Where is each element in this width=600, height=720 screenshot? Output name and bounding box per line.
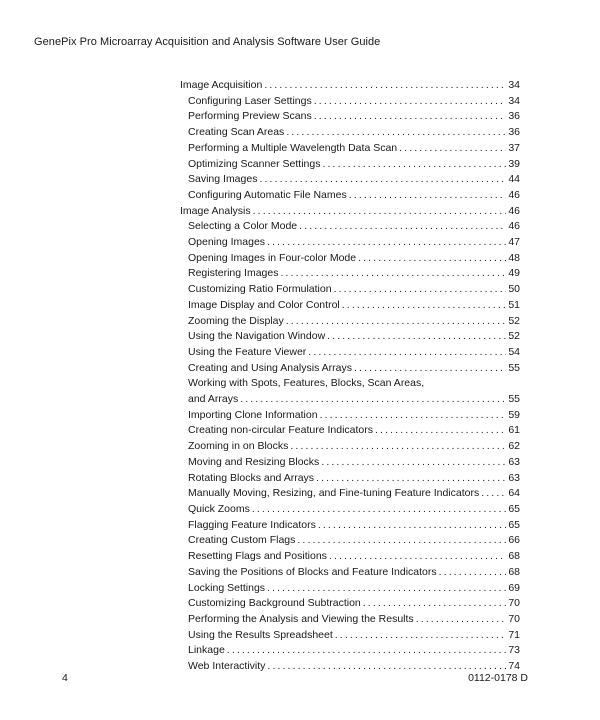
toc-entry — [180, 188, 520, 204]
toc-dot-leader — [286, 125, 506, 141]
toc-page-number: 46 — [508, 188, 520, 201]
toc-dot-leader — [267, 235, 506, 251]
toc-entry — [180, 533, 520, 549]
toc-dot-leader — [321, 455, 506, 471]
toc-dot-leader — [416, 612, 507, 628]
toc-page-number: 49 — [508, 267, 520, 280]
toc-dot-leader — [297, 533, 506, 549]
toc-section-entry — [180, 204, 520, 220]
toc-entry — [180, 408, 520, 424]
toc-entry — [180, 298, 520, 314]
toc-dot-leader — [439, 565, 507, 581]
toc-dot-leader — [358, 251, 506, 267]
toc-entry — [180, 157, 520, 173]
toc-dot-leader — [322, 157, 506, 173]
toc-entry — [180, 439, 520, 455]
document-id: 0112-0178 D — [468, 672, 528, 684]
toc-entry — [180, 376, 520, 392]
toc-entry-title: Rotating Blocks and Arrays — [188, 471, 315, 484]
toc-dot-leader — [314, 109, 507, 125]
toc-entry-title: Quick Zooms — [188, 502, 250, 515]
toc-entry — [180, 423, 520, 439]
toc-entry-title: Locking Settings — [188, 581, 266, 594]
toc-entry-title: Performing the Analysis and Viewing the Results — [188, 612, 414, 625]
toc-entry-title: Selecting a Color Mode — [188, 220, 298, 233]
toc-page-number: 63 — [508, 455, 520, 468]
toc-dot-leader — [354, 361, 506, 377]
toc-entry-title: Flagging Feature Indicators — [188, 518, 316, 531]
toc-entry — [180, 596, 520, 612]
toc-entry-title: Using the Results Spreadsheet — [188, 628, 333, 641]
toc-page-number: 70 — [508, 612, 520, 625]
toc-page-number: 34 — [508, 79, 520, 91]
toc-dot-leader — [259, 172, 506, 188]
toc-dot-leader — [342, 298, 507, 314]
toc-entry-title: Image Display and Color Control — [188, 298, 340, 311]
toc-page-number: 39 — [508, 157, 520, 170]
toc-entry-title: Image Acquisition — [180, 79, 263, 91]
toc-entry-title: Customizing Background Subtraction — [188, 597, 361, 610]
toc-dot-leader — [375, 423, 506, 439]
toc-page-number: 59 — [508, 408, 520, 421]
toc-page-number: 37 — [508, 141, 520, 154]
toc-dot-leader — [327, 329, 506, 345]
toc-page-number: 34 — [508, 94, 520, 107]
toc-dot-leader — [318, 518, 506, 534]
toc-dot-leader — [286, 314, 507, 330]
toc-entry — [180, 251, 520, 267]
toc-entry — [180, 345, 520, 361]
toc-dot-leader — [481, 486, 506, 502]
toc-page-number: 62 — [508, 440, 520, 453]
toc-dot-leader — [363, 596, 507, 612]
toc-dot-leader — [399, 141, 506, 157]
toc-entry-title: Image Analysis — [180, 204, 251, 217]
toc-entry — [180, 141, 520, 157]
toc-entry-title: Using the Feature Viewer — [188, 345, 307, 358]
toc-dot-leader — [252, 502, 506, 518]
toc-entry — [180, 109, 520, 125]
toc-dot-leader — [299, 219, 506, 235]
toc-page-number: 36 — [508, 126, 520, 139]
toc-page-number: 68 — [508, 565, 520, 578]
toc-page-number: 48 — [508, 251, 520, 264]
toc-entry-title: Saving the Positions of Blocks and Feature Indicators — [188, 565, 437, 578]
toc-entry — [180, 628, 520, 644]
toc-entry-title: Opening Images in Four-color Mode — [188, 251, 357, 264]
toc-page-number: 69 — [508, 581, 520, 594]
toc-entry-title: Using the Navigation Window — [188, 330, 326, 343]
toc-entry-title: Performing Preview Scans — [188, 110, 312, 123]
toc-entry — [180, 266, 520, 282]
toc-page-number: 51 — [508, 298, 520, 311]
toc-dot-leader — [267, 581, 506, 597]
toc-entry-title: Opening Images — [188, 236, 266, 249]
toc-dot-leader — [308, 345, 506, 361]
toc-entry-title: Creating Scan Areas — [188, 126, 285, 139]
toc-entry-title: Resetting Flags and Positions — [188, 550, 327, 563]
toc-dot-leader — [316, 471, 506, 487]
toc-entry-title: Performing a Multiple Wavelength Data Scan — [188, 141, 398, 154]
toc-dot-leader — [314, 94, 507, 110]
toc-entry-title: Linkage — [188, 644, 225, 657]
toc-entry — [180, 565, 520, 581]
toc-dot-leader — [240, 392, 506, 408]
toc-page-number: 65 — [508, 518, 520, 531]
toc-page-number: 63 — [508, 471, 520, 484]
toc-page-number: 46 — [508, 220, 520, 233]
table-of-contents — [180, 78, 520, 675]
toc-entry-title: Working with Spots, Features, Blocks, Scan Areas, — [188, 377, 425, 390]
toc-page-number: 64 — [508, 487, 520, 500]
toc-section-entry — [180, 78, 520, 94]
toc-page-number: 54 — [508, 345, 520, 358]
toc-page-number: 44 — [508, 173, 520, 186]
toc-entry-title: Zooming in on Blocks — [188, 440, 289, 453]
toc-entry — [180, 125, 520, 141]
toc-entry — [180, 329, 520, 345]
toc-page-number: 52 — [508, 314, 520, 327]
toc-entry — [180, 361, 520, 377]
toc-page-number: 47 — [508, 236, 520, 249]
toc-entry — [180, 486, 520, 502]
toc-dot-leader — [349, 188, 507, 204]
toc-entry — [180, 219, 520, 235]
toc-entry-title: Moving and Resizing Blocks — [188, 455, 320, 468]
toc-entry-title: Web Interactivity — [188, 660, 266, 673]
toc-page-number: 36 — [508, 110, 520, 123]
toc-page-number: 70 — [508, 597, 520, 610]
toc-page-number: 50 — [508, 283, 520, 296]
toc-entry-title: Optimizing Scanner Settings — [188, 157, 321, 170]
toc-entry-title: Configuring Automatic File Names — [188, 188, 347, 201]
toc-dot-leader — [335, 628, 507, 644]
toc-entry — [180, 314, 520, 330]
toc-entry — [180, 282, 520, 298]
toc-entry — [180, 581, 520, 597]
toc-dot-leader — [227, 643, 507, 659]
toc-page-number: 52 — [508, 330, 520, 343]
toc-page-number: 71 — [508, 628, 520, 641]
toc-dot-leader — [320, 408, 507, 424]
toc-entry-title: Saving Images — [188, 173, 258, 186]
toc-entry-title: Manually Moving, Resizing, and Fine-tuning Feature Indicators — [188, 487, 480, 500]
toc-entry-title: and Arrays — [188, 393, 239, 406]
toc-entry — [180, 94, 520, 110]
toc-page-number: 65 — [508, 502, 520, 515]
toc-entry — [180, 518, 520, 534]
toc-page-number: 55 — [508, 393, 520, 406]
toc-entry-title: Creating Custom Flags — [188, 534, 296, 547]
running-header: GenePix Pro Microarray Acquisition and Analysis Software User Guide — [34, 36, 381, 48]
toc-page-number: 61 — [508, 424, 520, 437]
toc-entry — [180, 502, 520, 518]
toc-entry — [180, 235, 520, 251]
toc-page-number: 68 — [508, 550, 520, 563]
toc-entry — [180, 549, 520, 565]
toc-dot-leader — [280, 266, 506, 282]
toc-page-number: 66 — [508, 534, 520, 547]
toc-entry — [180, 612, 520, 628]
toc-entry-title: Importing Clone Information — [188, 408, 318, 421]
toc-page-number: 73 — [508, 644, 520, 657]
toc-dot-leader — [290, 439, 506, 455]
toc-entry-title: Configuring Laser Settings — [188, 94, 312, 107]
toc-entry-title: Creating and Using Analysis Arrays — [188, 361, 352, 374]
toc-dot-leader — [329, 549, 506, 565]
toc-entry — [180, 471, 520, 487]
toc-page-number: 55 — [508, 361, 520, 374]
toc-entry-title: Creating non-circular Feature Indicators — [188, 424, 374, 437]
toc-entry — [180, 172, 520, 188]
toc-page-number: 46 — [508, 204, 520, 217]
toc-entry — [180, 643, 520, 659]
page-number: 4 — [62, 672, 68, 684]
toc-entry-title: Zooming the Display — [188, 314, 284, 327]
toc-dot-leader — [264, 78, 506, 94]
toc-page-number: 74 — [508, 660, 520, 673]
toc-entry — [180, 392, 520, 408]
toc-entry-title: Customizing Ratio Formulation — [188, 283, 332, 296]
toc-entry-title: Registering Images — [188, 267, 279, 280]
toc-dot-leader — [253, 204, 507, 220]
toc-entry — [180, 455, 520, 471]
toc-dot-leader — [334, 282, 507, 298]
